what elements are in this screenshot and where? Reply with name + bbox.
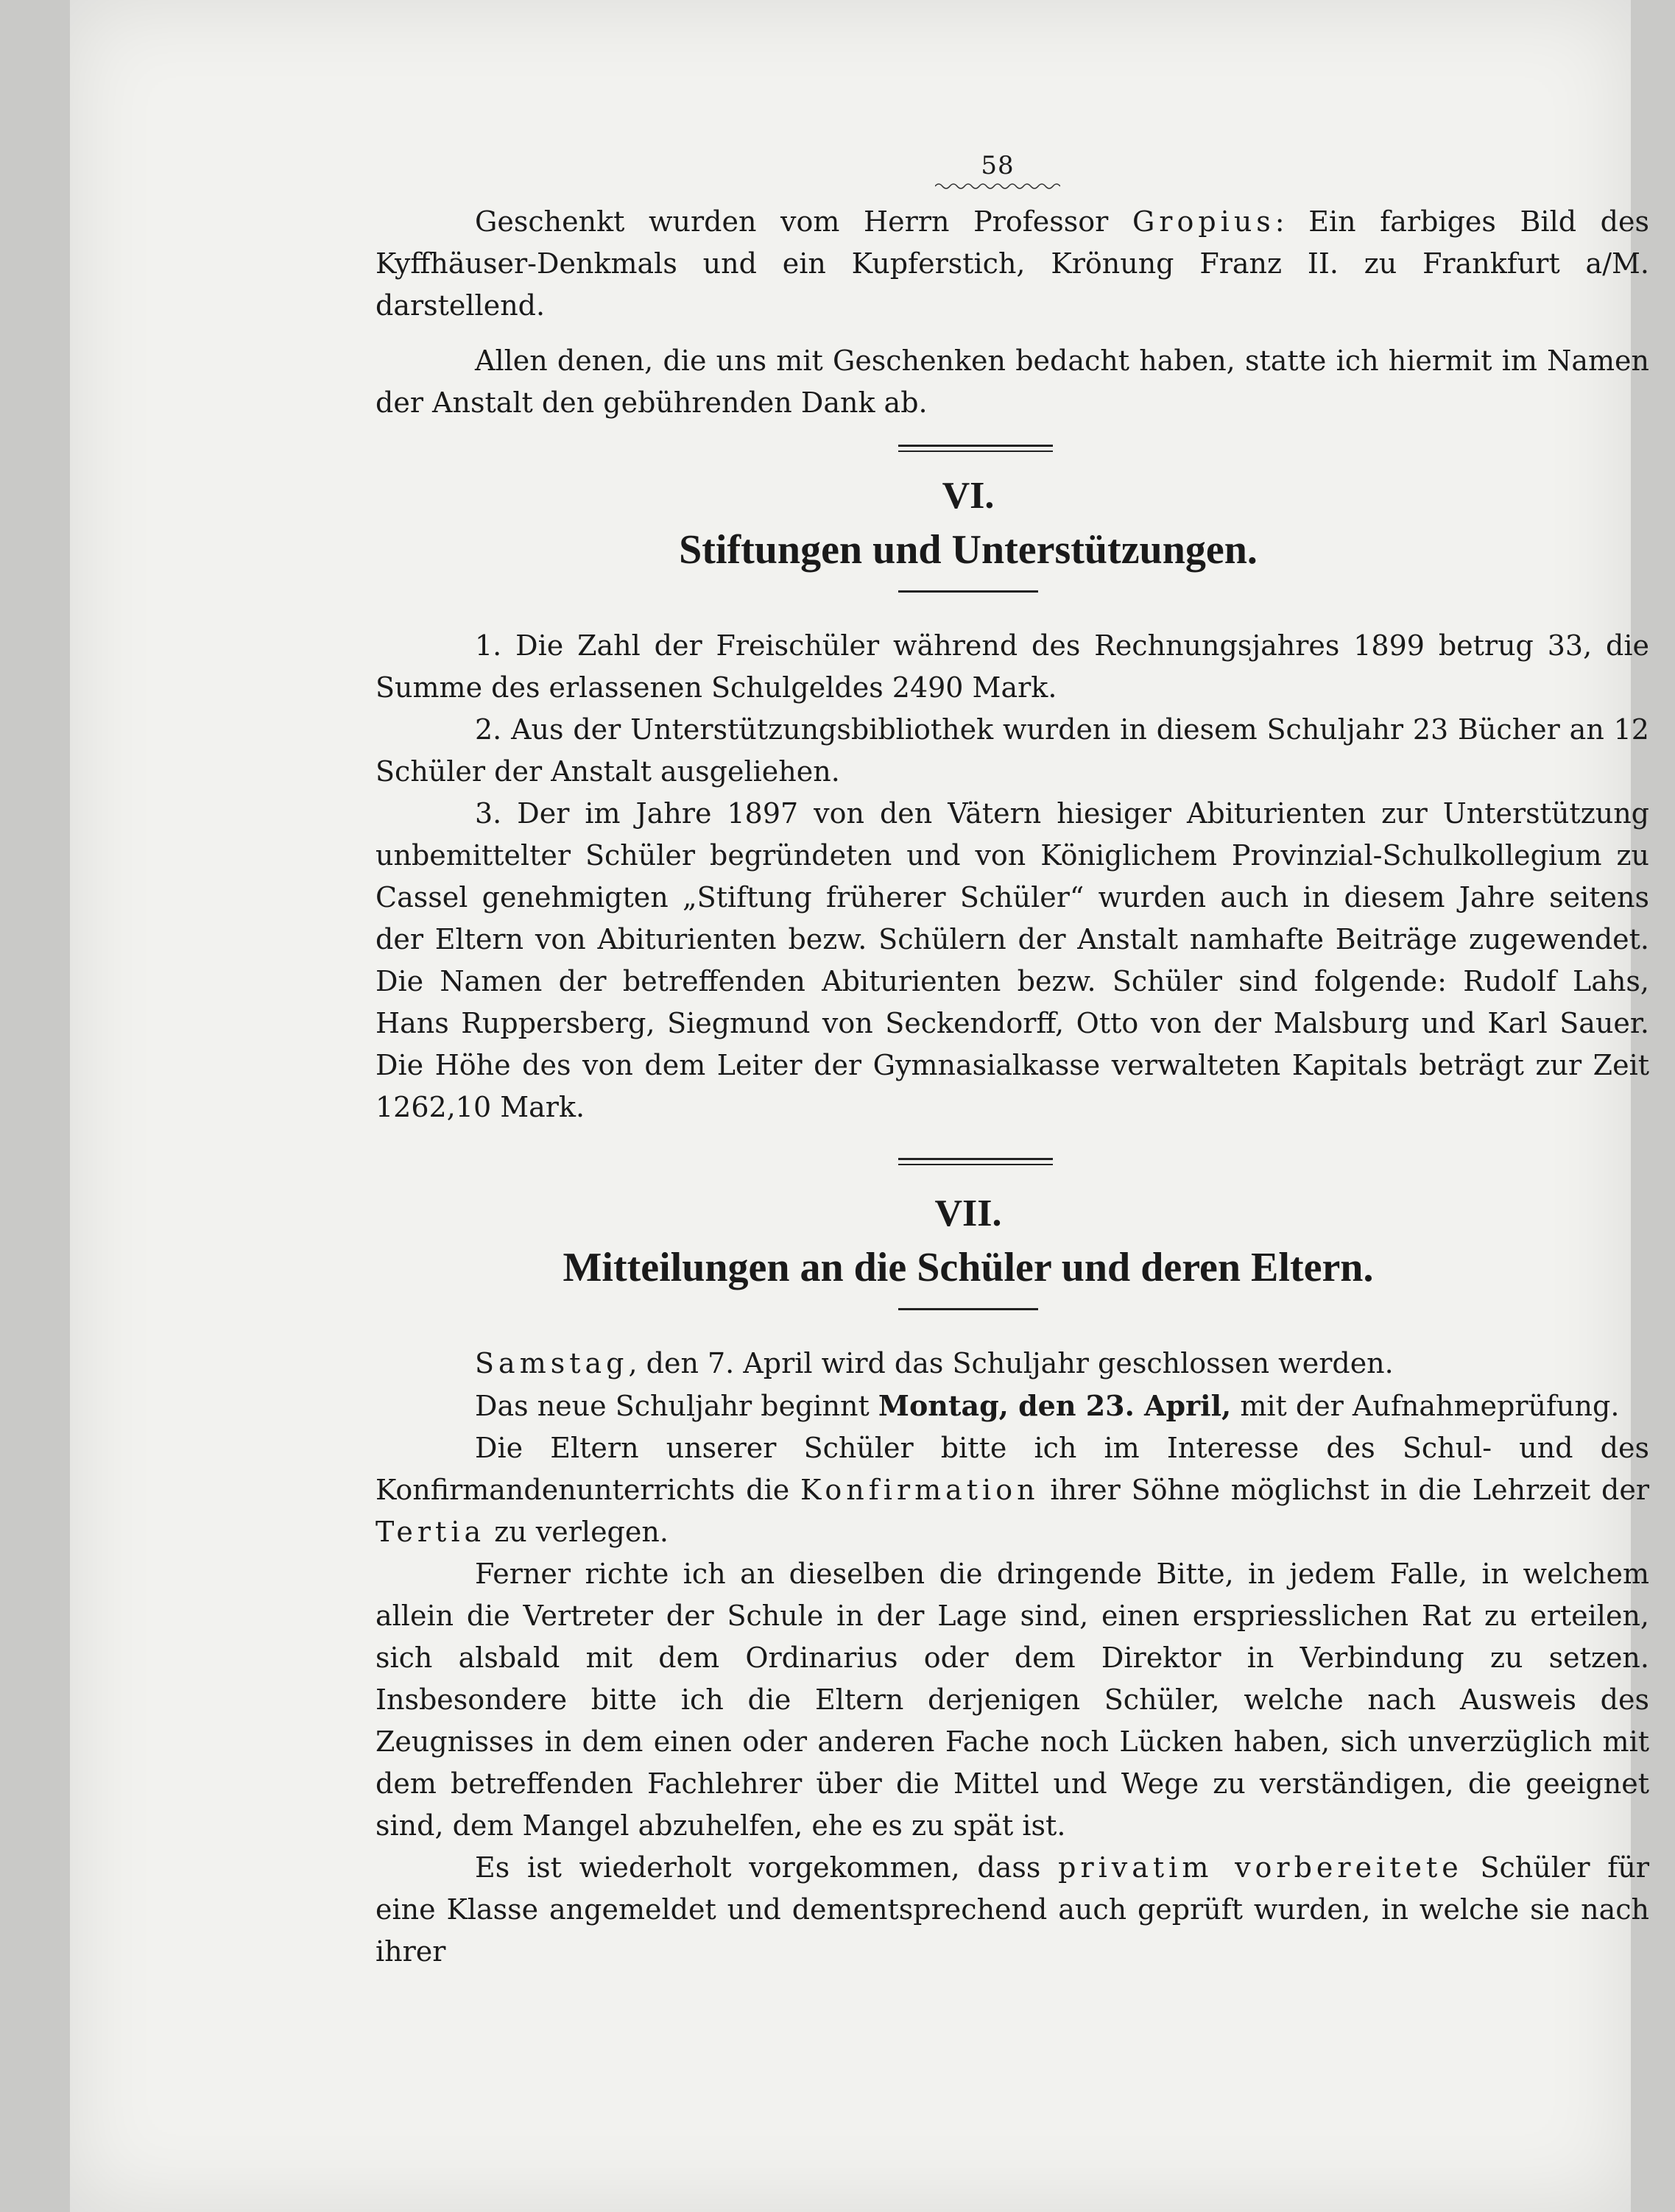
section-divider-double <box>898 1158 1053 1165</box>
confirmation-paragraph: Die Eltern unserer Schüler bitte ich im Interesse des Schul- und des Konfirmandenunterrichts die Konfirmation ihrer Söhne möglichst in die Lehrzeit der Tertia zu verlegen. <box>375 1432 1649 1548</box>
closing-date-paragraph: Samstag, den 7. April wird das Schuljahr geschlossen werden. <box>475 1347 1394 1379</box>
section-6-title-rule <box>898 590 1038 593</box>
page-number: 58 <box>981 151 1015 180</box>
gift-paragraph: Geschenkt wurden vom Herrn Professor Gropius: Ein farbiges Bild des Kyffhäuser-Denkmals und ein Kupferstich, Krönung Franz II. zu Frankfurt a/M. darstellend. <box>375 205 1649 322</box>
list-item: 2. Aus der Unterstützungsbibliothek wurden in diesem Schuljahr 23 Bücher an 12 Schüler der Anstalt ausgeliehen. <box>375 713 1649 788</box>
paper-sheet <box>70 0 1650 2212</box>
donor-name: Gropius <box>1132 205 1275 238</box>
new-year-paragraph: Das neue Schuljahr beginnt Montag, den 23. April, mit der Aufnahmeprüfung. <box>475 1389 1620 1422</box>
section-6-numeral: VI. <box>942 475 995 517</box>
section-divider-double <box>898 445 1053 452</box>
section-6-title: Stiftungen und Unterstützungen. <box>679 527 1258 573</box>
day-name: Samstag <box>475 1347 629 1379</box>
page-number-ornament <box>935 182 1060 191</box>
page-content <box>375 151 1649 1973</box>
request-paragraph: Ferner richte ich an dieselben die dringende Bitte, in jedem Falle, in welchem allein die Vertreter der Schule in der Lage sind, einen erspriesslichen Rat zu erteilen, sich alsbald mit dem Ordinarius oder dem Direktor in Verbindung zu setzen. Insbesondere bitte ich die Eltern derjenigen Schüler, welche nach Ausweis des Zeugnisses in dem einen oder anderen Fache noch Lücken haben, sich unverzüglich mit dem betreffenden Fachlehrer über die Mittel und Wege zu verständigen, die geeignet sind, dem Mangel abzuhelfen, ehe es zu spät ist. <box>375 1558 1649 1842</box>
section-7-title: Mitteilungen an die Schüler und deren Eltern. <box>563 1245 1374 1290</box>
list-item: 3. Der im Jahre 1897 von den Vätern hiesiger Abiturienten zur Unterstützung unbemittelter Schüler begründeten und von Königlichem Provinzial-Schulkollegium zu Cassel genehmigten „Stiftung früherer Schüler“ wurden auch in diesem Jahre seitens der Eltern von Abiturienten bezw. Schülern der Anstalt namhafte Beiträge zugewendet. Die Namen der betreffenden Abiturienten bezw. Schüler sind folgende: Rudolf Lahs, Hans Ruppersberg, Siegmund von Seckendorff, Otto von der Malsburg und Karl Sauer. Die Höhe des von dem Leiter der Gymnasialkasse verwalteten Kapitals beträgt zur Zeit 1262,10 Mark. <box>375 797 1649 1123</box>
section-7-numeral: VII. <box>934 1192 1002 1234</box>
private-students-paragraph: Es ist wiederholt vorgekommen, dass privatim vorbereitete Schüler für eine Klasse angemeldet und dementsprechend auch geprüft wurden, in welche sie nach ihrer <box>375 1851 1650 1968</box>
section-7-title-rule <box>898 1308 1038 1310</box>
list-item: 1. Die Zahl der Freischüler während des Rechnungsjahres 1899 betrug 33, die Summe des erlassenen Schulgeldes 2490 Mark. <box>375 629 1649 704</box>
start-date: Montag, den 23. April, <box>878 1389 1232 1422</box>
thanks-paragraph: Allen denen, die uns mit Geschenken bedacht haben, statte ich hiermit im Namen der Anstalt den gebührenden Dank ab. <box>375 344 1649 419</box>
